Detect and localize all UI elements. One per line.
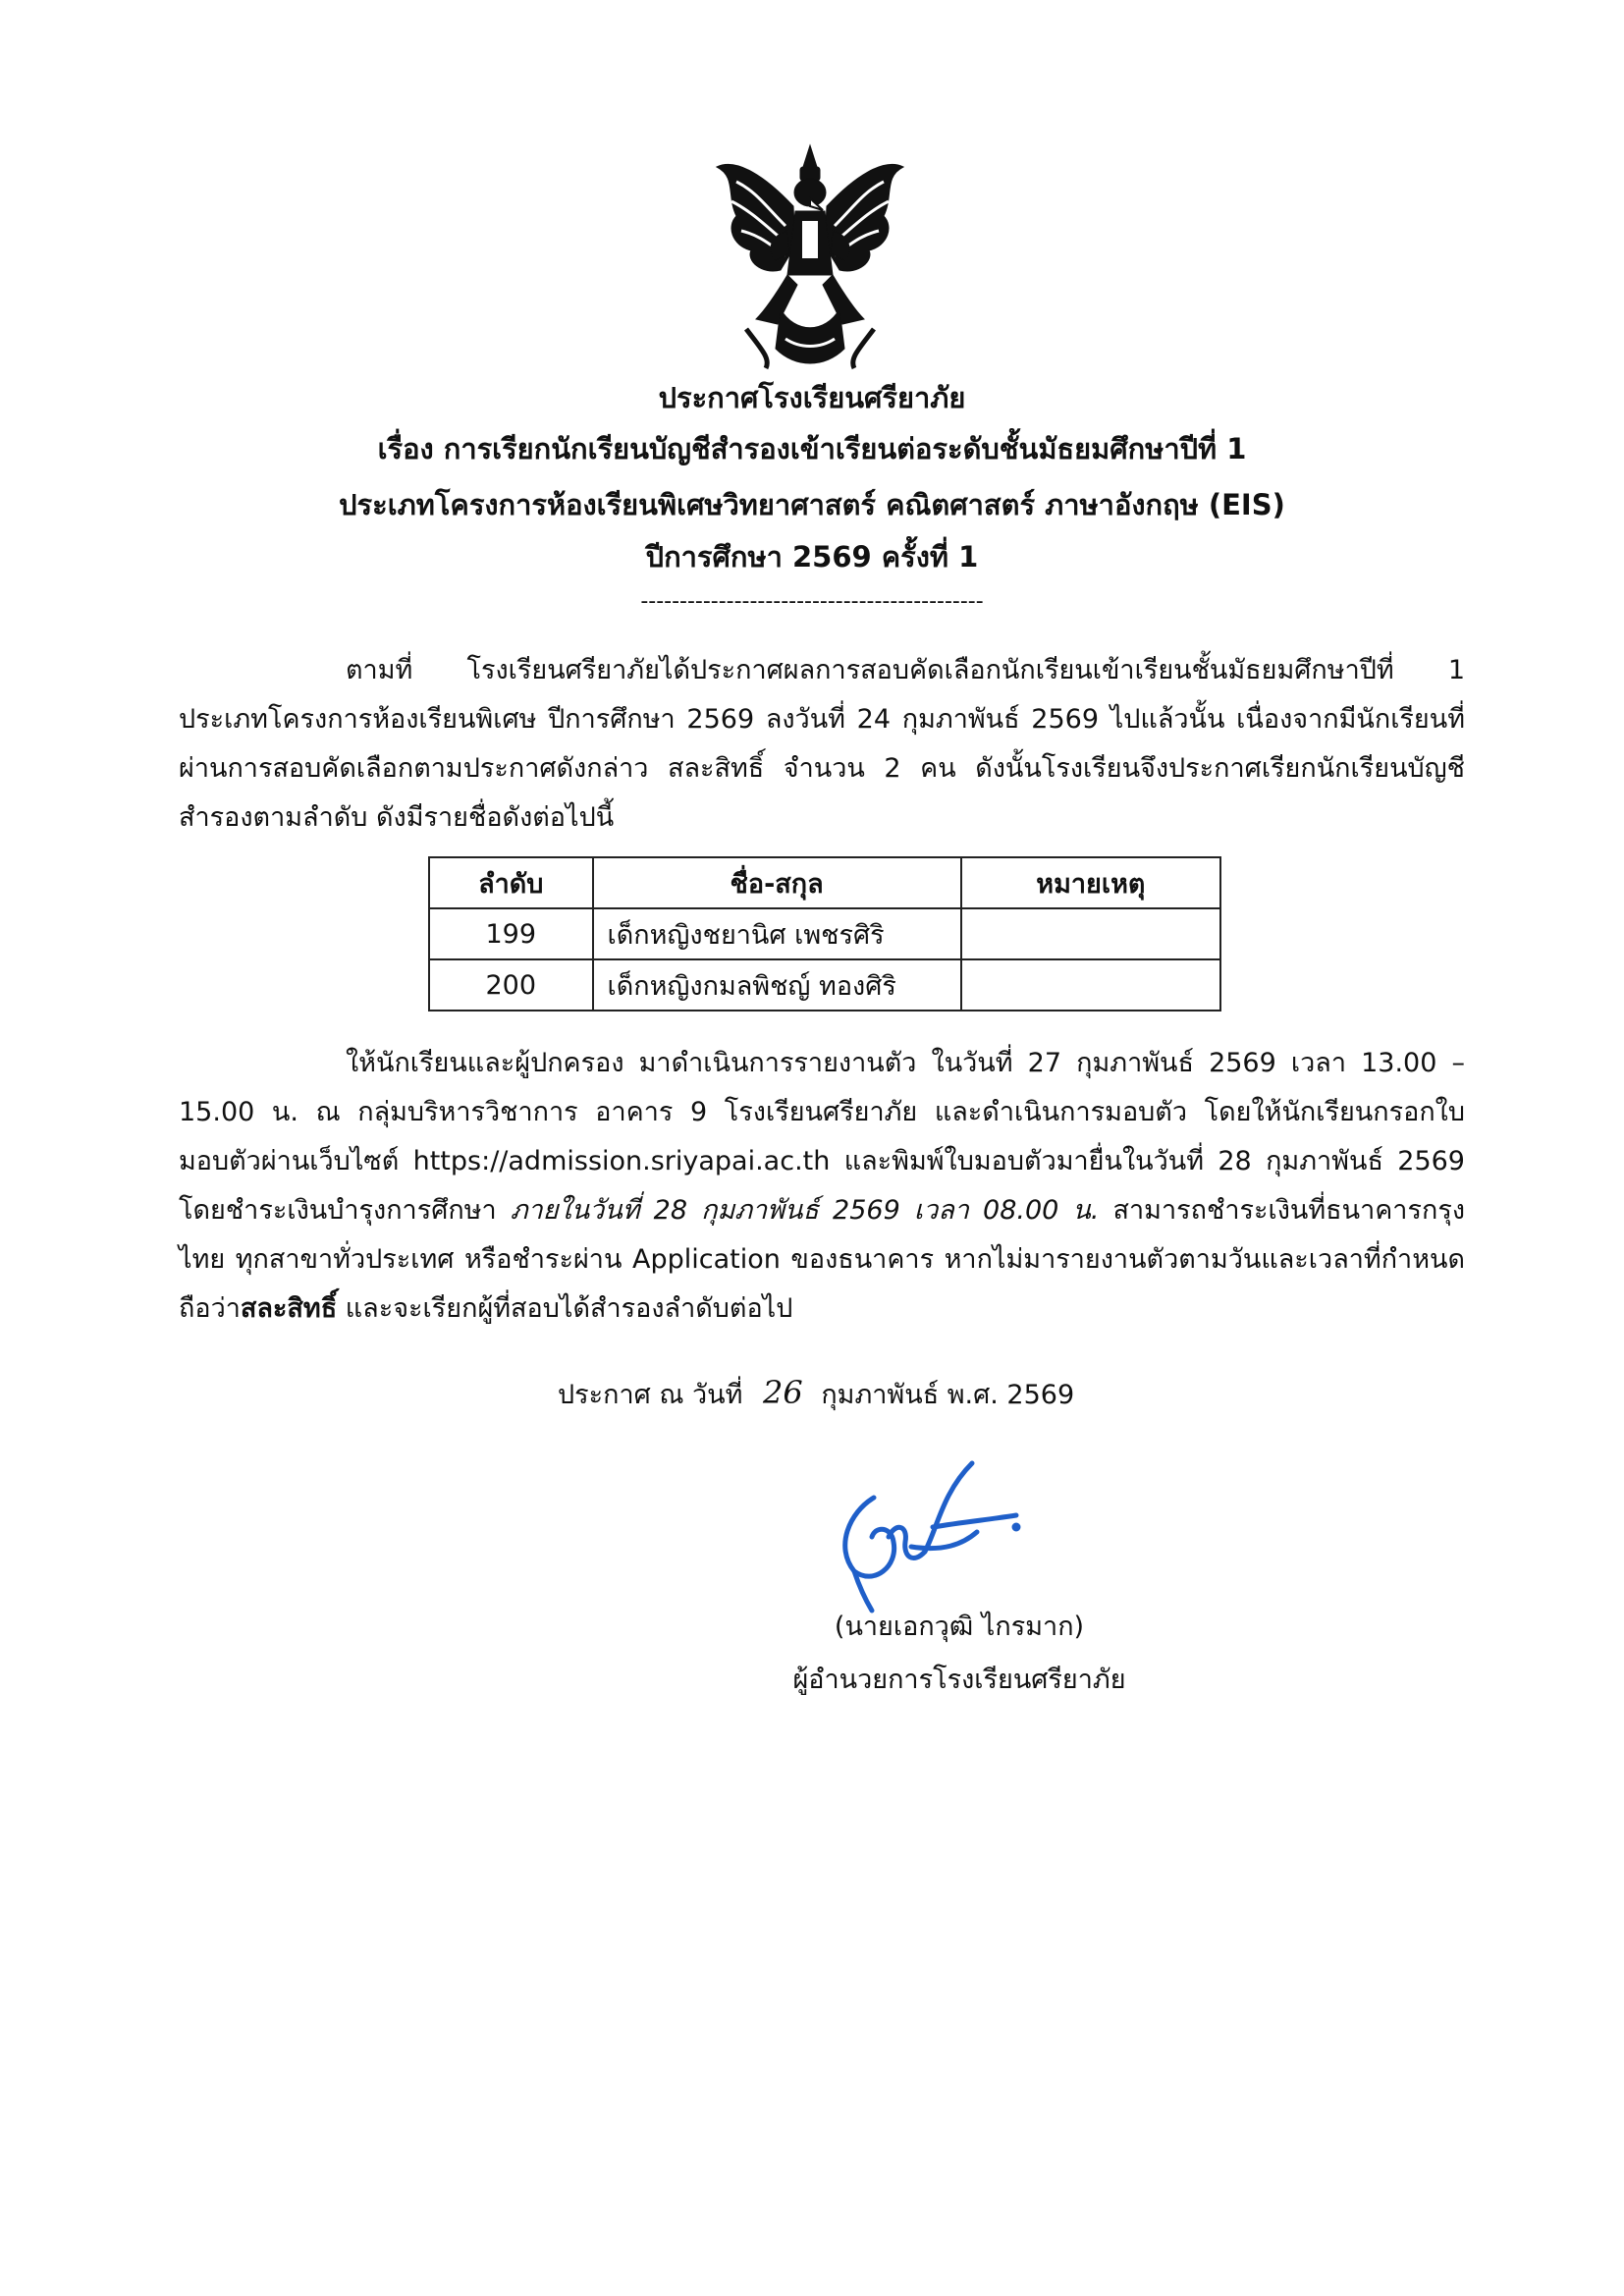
row-name: เด็กหญิงชยานิศ เพชรศิริ: [593, 908, 961, 959]
garuda-emblem-icon: [707, 137, 913, 373]
row-no: 199: [429, 908, 593, 959]
announcement-date: [558, 1370, 1074, 1418]
academic-year: ปีการศึกษา 2569 ครั้งที่ 1: [645, 540, 979, 574]
instructions-text-e: และจะเรียกผู้ที่สอบได้สำรองลำดับต่อไป: [337, 1293, 793, 1324]
date-prefix: ประกาศ ณ วันที่: [558, 1380, 743, 1410]
row-name: เด็กหญิงกมลพิชญ์ ทองศิริ: [593, 959, 961, 1011]
instructions-text-c: สามารถชำระเงินที่ธนาคารกรุงไทย ทุกสาขาทั่วประเทศ หรือชำระผ่าน Application ของธนาคาร หากไม่มารายงานตัวตามวันและเวลาที่กำหนดถือว่า: [179, 1195, 1466, 1324]
column-header-no: ลำดับ: [429, 857, 593, 908]
date-suffix: กุมภาพันธ์ พ.ศ. 2569: [821, 1380, 1075, 1410]
table-header-row: [429, 857, 1220, 908]
forfeit-emphasis: สละสิทธิ์: [240, 1293, 338, 1324]
column-header-note: หมายเหตุ: [961, 857, 1220, 908]
handwritten-signature: [815, 1439, 1041, 1615]
separator: --------------------------------------------: [640, 589, 984, 614]
signer-name: (นายเอกวุฒิ ไกรมาก): [834, 1612, 1085, 1642]
intro-paragraph: ตามที่ โรงเรียนศรียาภัยได้ประกาศผลการสอบคัดเลือกนักเรียนเข้าเรียนชั้นมัธยมศึกษาปีที่ 1 ประเภทโครงการห้องเรียนพิเศษ ปีการศึกษา 2569 ลงวันที่ 24 กุมภาพันธ์ 2569 ไปแล้วนั้น เนื่องจากมีนักเรียนที่ผ่านการสอบคัดเลือกตามประกาศดังกล่าว สละสิทธิ์ จำนวน 2 คน ดังนั้นโรงเรียนจึงประกาศเรียกนักเรียนบัญชีสำรองตามลำดับ ดังมีรายชื่อดังต่อไปนี้: [179, 655, 1465, 833]
instructions-text-a: ให้นักเรียนและผู้ปกครอง มาดำเนินการรายงานตัว ในวันที่ 27 กุมภาพันธ์ 2569 เวลา 13.00 – 15.00 น. ณ กลุ่มบริหารวิชาการ อาคาร 9 โรงเรียนศรียาภัย และดำเนินการมอบตัว โดยให้นักเรียนกรอกใบมอบตัวผ่านเว็บไซต์ https://admission.sriyapai.ac.th และพิมพ์ใบมอบตัวมายื่นในวันที่ 28 กุมภาพันธ์ 2569 โดยชำระเงินบำรุงการศึกษา: [179, 1048, 1465, 1226]
row-no: 200: [429, 959, 593, 1011]
table-row: [429, 908, 1220, 959]
announcement-subject: เรื่อง การเรียกนักเรียนบัญชีสำรองเข้าเรียนต่อระดับชั้นมัธยมศึกษาปีที่ 1: [377, 432, 1247, 465]
row-note: [961, 908, 1220, 959]
reserve-list-table: [428, 856, 1221, 1011]
column-header-name: ชื่อ-สกุล: [593, 857, 961, 908]
instructions-paragraph: [179, 1039, 1465, 1334]
program-title: ประเภทโครงการห้องเรียนพิเศษวิทยาศาสตร์ คณิตศาสตร์ ภาษาอังกฤษ (EIS): [339, 488, 1285, 521]
payment-deadline: ภายในวันที่ 28 กุมภาพันธ์ 2569 เวลา 08.00 น.: [510, 1195, 1100, 1226]
date-day-handwritten: 26: [763, 1374, 803, 1411]
row-note: [961, 959, 1220, 1011]
announcement-title: ประกาศโรงเรียนศรียาภัย: [658, 381, 966, 414]
signer-title: ผู้อำนวยการโรงเรียนศรียาภัย: [792, 1665, 1126, 1695]
table-row: [429, 959, 1220, 1011]
